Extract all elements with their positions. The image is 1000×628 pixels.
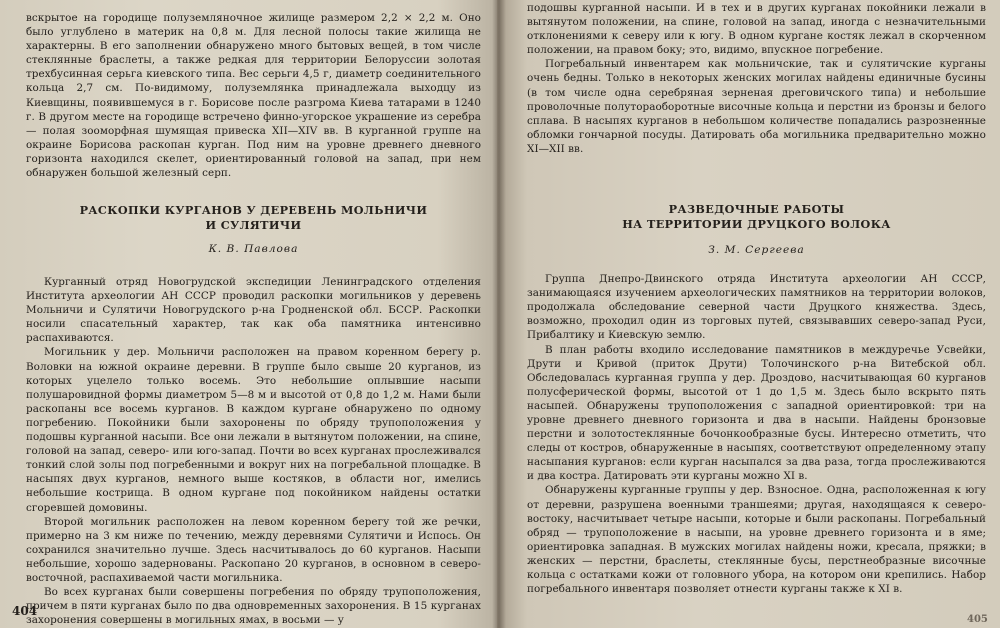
left-article-body	[26, 275, 481, 627]
right-page-number: 405	[967, 614, 988, 625]
right-top-paragraph: подошвы курганной насыпи. И в тех и в других курганах покойники лежали в вытянутом положении, на спине, головой на запад, иногда с незначительными отклонениями к северу или к югу. В одном кургане костяк лежал в скорченном положении, на правом боку; это, видимо, впускное погребение. Погребальный инвентарем как мольничские, так и сулятичские курганы очень бедны. Только в некоторых женских могилах найдены единичные бусины (в том числе одна серебряная зерненая дреговичского типа) и небольшие проволочные полутораоборотные височные кольца и перстни из бронзы и белого сплава. В насыпях курганов в небольшом количестве попадались разрозненные обломки гончарной посуды. Датировать оба могильника предварительно можно XI—XII вв.	[527, 2, 986, 155]
left-paragraph-1: Курганный отряд Новогрудской экспедиции Ленинградского отделения Института археологии АН СССР проводил раскопки могильников у деревень Мольничи и Сулятичи Новогрудского р-на Гродненской обл. БССР. Раскопки носили спасательный характер, так как оба памятника интенсивно распахиваются.	[26, 276, 481, 345]
left-paragraph-2: Могильник у дер. Мольничи расположен на правом коренном берегу р. Воловки на южной окраине деревни. В группе было свыше 20 курганов, из которых уцелело только восемь. Это небольшие оплывшие насыпи полушаровидной формы диаметром 5—8 м и высотой от 0,8 до 1,2 м. Нами были раскопаны все восемь курганов. В каждом кургане обнаружено по одному погребению. Покойники были захоронены по обряду трупоположения у подошвы курганной насыпи. Все они лежали в вытянутом положении, на спине, головой на запад, северо- или юго-запад. Почти во всех курганах прослеживался тонкий слой золы под погребенными и вокруг них на погребальной площадке. В насыпях двух курганов, немного выше костяков, в области ног, имелись небольшие кострища. В одном кургане под покойником найдены остатки сгоревшей домовины.	[26, 346, 481, 514]
left-article-title-line2: И СУЛЯТИЧИ	[205, 218, 302, 232]
left-page	[0, 0, 497, 628]
right-article-title-line1: РАЗВЕДОЧНЫЕ РАБОТЫ	[668, 202, 845, 217]
right-inventory-paragraph: Погребальный инвентарем как мольничские, так и сулятичские курганы очень бедны. Только в некоторых женских могилах найдены единичные бусины (в том числе одна серебряная зерненая дреговичского типа) и небольшие проволочные полутораоборотные височные кольца и перстни из бронзы и белого сплава. В насыпях курганов в небольшом количестве попадались разрозненные обломки гончарной посуды. Датировать оба могильника предварительно можно XI—XII вв.	[527, 58, 986, 155]
left-top-paragraph: вскрытое на городище полуземляночное жилище размером 2,2 × 2,2 м. Оно было углублено в материк на 0,8 м. Для лесной полосы такие жилища не характерны. В его заполнении обнаружено много бытовых вещей, в том числе стеклянные браслеты, а также редкая для территории Белоруссии золотая трехбусинная серьга киевского типа. Вес серьги 4,5 г, диаметр соединительного кольца 2,7 см. По-видимому, полуземлянка принадлежала выходцу из Киевщины, появившемуся в г. Борисове после разгрома Киева татарами в 1240 г. В другом месте на городище встречено финно-угорское украшение из серебра — полая зооморфная шумящая привеска XII—XIV вв. В курганной группе на окраине Борисова раскопан курган. Под ним на уровне древнего дневного горизонта находился скелет, ориентированный головой на запад, при нем обнаружен большой железный серп.	[26, 12, 481, 180]
right-paragraph-1: Группа Днепро-Двинского отряда Института археологии АН СССР, занимающаяся изучением археологических памятников на территории волоков, продолжала обследование северной части Друцкого княжества. Здесь, возможно, проходил один из торговых путей, связывавших северо-запад Руси, Прибалтику и Киевскую землю.	[527, 273, 986, 342]
right-article-title-line2: НА ТЕРРИТОРИИ ДРУЦКОГО ВОЛОКА	[622, 217, 891, 232]
left-paragraph-3: Второй могильник расположен на левом коренном берегу той же речки, примерно на 3 км ниже по течению, между деревнями Сулятичи и Испось. Он сохранился значительно лучше. Здесь насчитывалось до 60 курганов. Насыпи небольшие, хорошо задернованы. Раскопано 20 курганов, в основном в северо-восточной, распахиваемой части могильника.	[26, 515, 481, 584]
left-page-number: 404	[12, 604, 38, 618]
right-paragraph-3: Обнаружены курганные группы у дер. Взносное. Одна, расположенная к югу от деревни, разрушена военными траншеями; другая, находящаяся к северо-востоку, насчитывает четыре насыпи, которые и были раскопаны. Погребальный обряд — трупоположение в насыпи, на уровне древнего горизонта и в яме; ориентировка западная. В мужских могилах найдены ножи, кресала, пряжки; в женских — перстни, браслеты, стеклянные бусы, перстнеобразные височные кольца с остатками кожи от головного убора, на котором они крепились. Набор погребального инвентаря позволяет отнести курганы также к XI в.	[527, 484, 986, 596]
left-article-author: К. В. Павлова	[208, 243, 299, 255]
right-article-body	[527, 272, 986, 596]
right-paragraph-2: В план работы входило исследование памятников в междуречье Усвейки, Друти и Кривой (приток Друти) Толочинского р-на Витебской обл. Обследовалась курганная группа у дер. Дроздово, насчитывающая 60 курганов полусферической формы, высотой от 1 до 1,5 м. Здесь было вскрыто пять насыпей. Обнаружены трупоположения с западной ориентировкой: три на уровне древнего дневного горизонта и два в насыпи. Найдены бронзовые перстни и золотостеклянные бочонкообразные бусы. Интересно отметить, что следы от костров, обнаруженные в насыпях, соответствуют определенному этапу насыпания курганов: если курган насыпался за два раза, тогда прослеживаются и два костра. Датировать эти курганы можно XI в.	[527, 343, 986, 483]
right-article-author: З. М. Сергеева	[708, 244, 805, 257]
left-article-title-line1: РАСКОПКИ КУРГАНОВ У ДЕРЕВЕНЬ МОЛЬНИЧИ	[79, 203, 428, 217]
right-page	[497, 0, 1000, 628]
left-paragraph-4: Во всех курганах были совершены погребения по обряду трупоположения, причем в пяти курганах было по два одновременных захоронения. В 15 курганах захоронения совершены в могильных ямах, в восьми — у	[26, 586, 481, 627]
